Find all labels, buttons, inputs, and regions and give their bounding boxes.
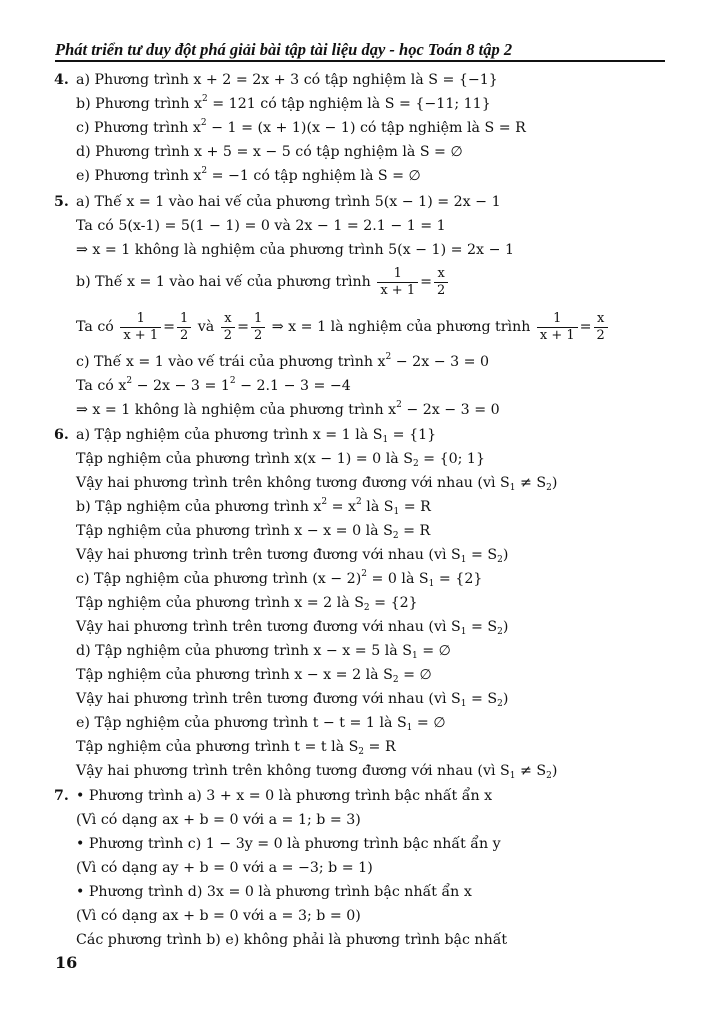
q6-l11-text: Tập nghiệm của phương trình x − x = 2 là S [76, 667, 393, 683]
fraction-1-over-2 [177, 311, 191, 344]
frac-num: 1 [253, 310, 263, 326]
q5-number: 5. [54, 194, 69, 210]
q5-b: b) Thế x = 1 vào hai vế của phương trình $\frac{1}{x + 1}$ = $\frac{x}{2}$ [76, 262, 450, 302]
q6-l2-text2: = {0; 1} [418, 451, 485, 467]
q5-c-text2: − 2x − 3 = 0 [391, 354, 490, 370]
q7-l5-text: • Phương trình d) 3x = 0 là phương trình bậc nhất ẩn x [76, 884, 472, 900]
q5-a2-text: Ta có 5(x-1) = 5(1 − 1) = 0 và 2x − 1 = 2.1 − 1 = 1 [76, 218, 446, 234]
subscript: 1 [393, 507, 400, 517]
q6-l8 [76, 591, 418, 615]
q6-l12-text3: ) [502, 691, 509, 707]
subscript: 1 [509, 771, 516, 781]
q5-c4-text2: − 2x − 3 = 0 [401, 402, 500, 418]
subscript: 1 [460, 699, 467, 709]
subscript: 1 [428, 579, 435, 589]
q4-d [76, 140, 463, 164]
q5-c [76, 350, 489, 374]
q6-l7-text2: = 0 là S [366, 571, 429, 587]
q7-number: 7. [54, 788, 69, 804]
q6-l15-text2: ≠ S [515, 763, 547, 779]
q7-l7-text: Các phương trình b) e) không phải là phương trình bậc nhất [76, 932, 508, 948]
frac-den: x + 1 [537, 327, 578, 344]
frac-den: x + 1 [120, 327, 161, 344]
q6-number: 6. [54, 427, 69, 443]
frac-num: x [437, 265, 445, 281]
subscript: 2 [546, 771, 552, 781]
q4-e-text1: e) Phương trình x [76, 168, 202, 184]
q7-l5 [76, 880, 472, 904]
q5-a-text: a) Thế x = 1 vào hai vế của phương trình 5(x − 1) = 2x − 1 [76, 194, 501, 210]
q6-l8-text: Tập nghiệm của phương trình x = 2 là S [76, 595, 364, 611]
frac-num: x [596, 310, 605, 326]
q6-l7-text: c) Tập nghiệm của phương trình (x − 2) [76, 571, 362, 587]
q6-l6-text3: ) [502, 547, 509, 563]
q5-c-text1: c) Thế x = 1 vào vế trái của phương trình x [76, 354, 386, 370]
subscript: 2 [392, 531, 399, 541]
q6-l7-text3: = {2} [434, 571, 483, 587]
q6-l5-text: Tập nghiệm của phương trình x − x = 0 là S [76, 523, 393, 539]
q4-b-text2: = 121 có tập nghiệm là S = {−11; 11} [207, 96, 491, 112]
q6-l7 [76, 567, 482, 591]
fraction-x-over-2 [594, 311, 608, 344]
q4-a [54, 68, 498, 92]
q6-l5 [76, 519, 430, 543]
frac-den: x + 1 [377, 282, 418, 299]
subscript: 2 [497, 699, 503, 709]
q5-c3-text1: Ta có x [76, 378, 127, 394]
q4-b-text1: b) Phương trình x [76, 96, 203, 112]
subscript: 1 [411, 651, 418, 661]
q6-l4-text2: = x [327, 499, 357, 515]
q6-l12-text2: = S [466, 691, 498, 707]
q5-a [54, 190, 501, 214]
q4-number: 4. [54, 72, 69, 88]
q7-l1 [54, 784, 493, 808]
q6-l10-text2: = ∅ [417, 643, 451, 659]
q6-l14 [76, 735, 396, 759]
subscript: 1 [406, 723, 413, 733]
subscript: 1 [460, 627, 467, 637]
q7-l3 [76, 832, 501, 856]
q7-l1-text: • Phương trình a) 3 + x = 0 là phương trình bậc nhất ẩn x [76, 788, 493, 804]
page-number: 16 [55, 953, 78, 972]
q6-l13-text: e) Tập nghiệm của phương trình t − t = 1 là S [76, 715, 407, 731]
q6-l2-text: Tập nghiệm của phương trình x(x − 1) = 0 là S [76, 451, 413, 467]
q5-a2 [76, 214, 446, 238]
q5-b2-post: ⇒ x = 1 là nghiệm của phương trình [271, 319, 531, 335]
q7-l2 [76, 808, 361, 832]
q4-d-text: d) Phương trình x + 5 = x − 5 có tập nghiệm là S = ∅ [76, 144, 463, 160]
q6-l14-text2: = R [364, 739, 396, 755]
q5-b-text: b) Thế x = 1 vào hai vế của phương trình [76, 274, 371, 290]
q6-l11 [76, 663, 432, 687]
q6-l8-text2: = {2} [369, 595, 418, 611]
q6-l15 [76, 759, 557, 783]
q6-l4-text4: = R [399, 499, 431, 515]
q5-c4-exp: 2 [396, 400, 402, 410]
q6-l3-text: Vậy hai phương trình trên không tương đương với nhau (vì S [76, 475, 510, 491]
subscript: 1 [509, 483, 516, 493]
frac-den: 2 [251, 327, 265, 344]
q4-a-text: a) Phương trình x + 2 = 2x + 3 có tập nghiệm là S = {−1} [76, 72, 498, 88]
q5-b2-and: và [197, 319, 215, 335]
q5-c3-text3: − 2.1 − 3 = −4 [235, 378, 351, 394]
q6-l10-text: d) Tập nghiệm của phương trình x − x = 5 là S [76, 643, 412, 659]
fraction-1-over-x-plus-1 [537, 311, 578, 344]
frac-num: 1 [180, 310, 189, 326]
q6-l1-text2: = {1} [388, 427, 437, 443]
q5-c3-exp1: 2 [126, 376, 133, 386]
q5-c3-text2: − 2x − 3 = 1 [132, 378, 230, 394]
frac-num: 1 [393, 265, 402, 281]
q5-c3 [76, 374, 351, 398]
fraction-x-over-2 [434, 266, 448, 299]
q6-l3 [76, 471, 557, 495]
q6-l13-text2: = ∅ [412, 715, 446, 731]
q5-c3-exp2: 2 [229, 376, 236, 386]
q6-l9 [76, 615, 508, 639]
q6-l3-text2: ≠ S [515, 475, 547, 491]
q6-l4-text3: là S [361, 499, 394, 515]
q6-l14-text: Tập nghiệm của phương trình t = t là S [76, 739, 359, 755]
q6-l15-text: Vậy hai phương trình trên không tương đương với nhau (vì S [76, 763, 510, 779]
header-rule [55, 60, 665, 62]
subscript: 1 [382, 435, 389, 445]
q6-l5-text2: = R [398, 523, 431, 539]
fraction-x-over-2 [221, 311, 235, 344]
q4-c [76, 116, 526, 140]
q6-l12-text: Vậy hai phương trình trên tương đương với nhau (vì S [76, 691, 461, 707]
subscript: 1 [460, 555, 467, 565]
q6-l6-text2: = S [466, 547, 498, 563]
q5-a3 [76, 238, 514, 262]
q5-a3-text: ⇒ x = 1 không là nghiệm của phương trình 5(x − 1) = 2x − 1 [76, 242, 514, 258]
q5-b2: Ta có $\frac{1}{x + 1}$ = $\frac{1}{2}$ và $\frac{x}{2}$ = $\frac{1}{2}$ ⇒ x = 1 là nghiệm của phương trình $\frac{1}{x + 1}$ = $\frac{x}{2}$ [76, 307, 610, 347]
exponent: 2 [356, 497, 362, 507]
running-header: Phát triển tư duy đột phá giải bài tập tài liệu dạy - học Toán 8 tập 2 [55, 40, 513, 59]
q6-l10 [76, 639, 451, 663]
q7-l3-text: • Phương trình c) 1 − 3y = 0 là phương trình bậc nhất ẩn y [76, 836, 501, 852]
q6-l11-text2: = ∅ [398, 667, 432, 683]
q4-e-text2: = −1 có tập nghiệm là S = ∅ [207, 168, 421, 184]
q5-c4-text1: ⇒ x = 1 không là nghiệm của phương trình x [76, 402, 397, 418]
subscript: 2 [358, 747, 365, 757]
q6-l13 [76, 711, 446, 735]
frac-num: x [224, 310, 232, 326]
q6-l1 [54, 423, 437, 447]
q4-c-text1: c) Phương trình x [76, 120, 201, 136]
q7-l6-text: (Vì có dạng ax + b = 0 với a = 3; b = 0) [76, 908, 361, 924]
q4-e-exp: 2 [201, 166, 208, 176]
q7-l4 [76, 856, 373, 880]
q4-c-text2: − 1 = (x + 1)(x − 1) có tập nghiệm là S = R [206, 120, 526, 136]
frac-num: 1 [553, 310, 562, 326]
q6-l9-text3: ) [502, 619, 509, 635]
subscript: 2 [392, 675, 399, 685]
q5-c-exp: 2 [385, 352, 392, 362]
q6-l4 [76, 495, 431, 519]
subscript: 2 [546, 483, 552, 493]
subscript: 2 [412, 459, 419, 469]
fraction-1-over-2 [251, 311, 265, 344]
exponent: 2 [321, 497, 328, 507]
q6-l9-text2: = S [466, 619, 498, 635]
subscript: 2 [497, 555, 503, 565]
q6-l2 [76, 447, 485, 471]
q6-l4-text: b) Tập nghiệm của phương trình x [76, 499, 322, 515]
q4-b-exp: 2 [202, 94, 208, 104]
q7-l2-text: (Vì có dạng ax + b = 0 với a = 1; b = 3) [76, 812, 361, 828]
q4-c-exp: 2 [200, 118, 207, 128]
q7-l6 [76, 904, 361, 928]
q6-l6-text: Vậy hai phương trình trên tương đương với nhau (vì S [76, 547, 461, 563]
q6-l12 [76, 687, 508, 711]
frac-den: 2 [434, 282, 448, 299]
exponent: 2 [361, 569, 367, 579]
frac-den: 2 [177, 327, 191, 344]
subscript: 2 [363, 603, 370, 613]
frac-num: 1 [136, 310, 145, 326]
q6-l1-text: a) Tập nghiệm của phương trình x = 1 là S [76, 427, 383, 443]
q4-e [76, 164, 421, 188]
q6-l9-text: Vậy hai phương trình trên tương đương với nhau (vì S [76, 619, 461, 635]
frac-den: 2 [221, 327, 235, 344]
q7-l4-text: (Vì có dạng ay + b = 0 với a = −3; b = 1) [76, 860, 373, 876]
fraction-1-over-x-plus-1 [377, 266, 418, 299]
q6-l6 [76, 543, 508, 567]
q6-l3-text3: ) [551, 475, 558, 491]
q6-l15-text3: ) [551, 763, 558, 779]
q7-l7 [76, 928, 507, 952]
frac-den: 2 [594, 327, 608, 344]
fraction-1-over-x-plus-1 [120, 311, 161, 344]
subscript: 2 [497, 627, 503, 637]
q4-b [76, 92, 491, 116]
q5-c4 [76, 398, 500, 422]
q5-b2-pre: Ta có [76, 319, 114, 335]
